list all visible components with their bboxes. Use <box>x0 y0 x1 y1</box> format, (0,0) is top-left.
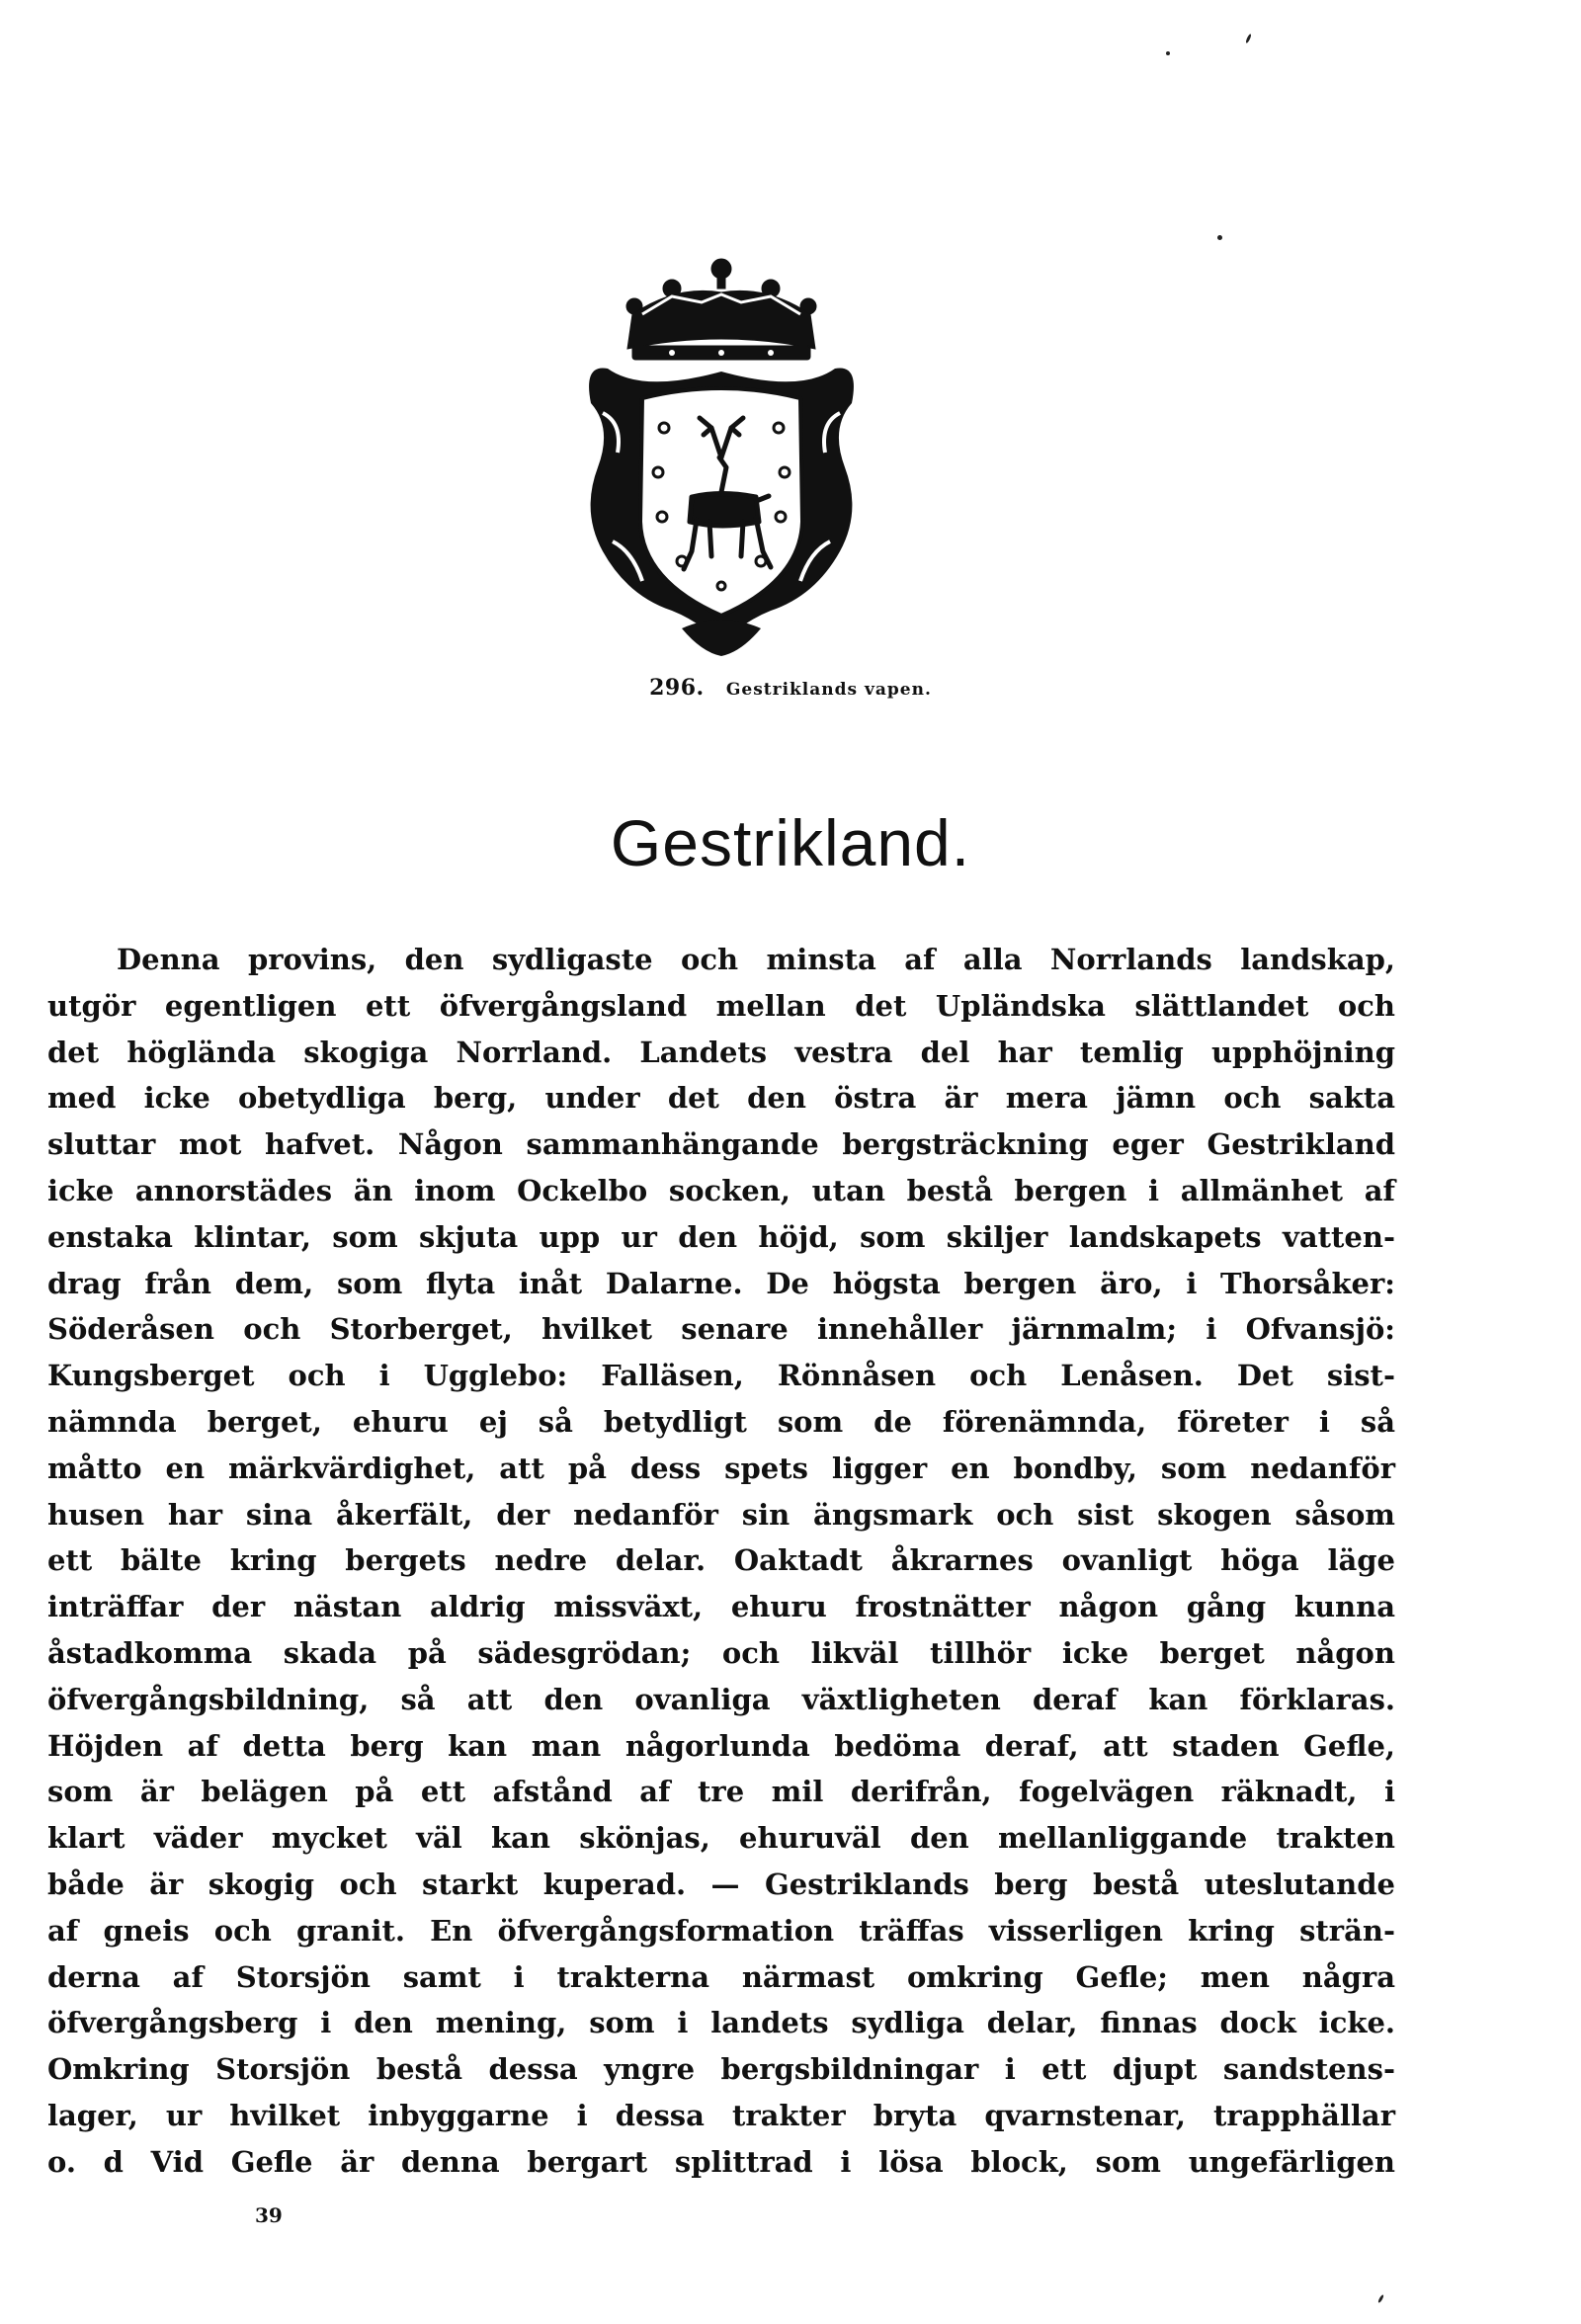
text-line: det högländа skogiga Norrland. Landets vestra del har temlig upphöjning <box>47 1035 1395 1069</box>
text-line: lager, ur hvilket inbyggarne i dessa trakter bryta qvarnstenar, trapphällar <box>47 2098 1395 2132</box>
text-line: af gneis och granit. En öfvergångsformation träffas visserligen kring strän- <box>47 1913 1395 1948</box>
scan-speck <box>1217 235 1222 240</box>
figure-number: 296. <box>649 675 705 701</box>
text-line: o. d Vid Gefle är denna bergart splittrad i lösa block, som ungefärligen <box>47 2144 1395 2179</box>
text-line: sluttar mot hafvet. Någon sammanhängande bergsträckning eger Gestrikland <box>47 1127 1395 1162</box>
text-line: åstadkomma skada på sädesgrödan; och likväl tillhör icke berget någon <box>47 1635 1395 1670</box>
text-line: husen har sina åkerfält, der nedanför sin ängsmark och sist skogen såsom <box>47 1497 1395 1532</box>
coat-of-arms-deer-icon <box>573 255 870 660</box>
text-line: nämnda berget, ehuru ej så betydligt som de förenämnda, företer i så <box>47 1404 1395 1439</box>
scan-speck <box>1166 51 1170 55</box>
text-line: med icke obetydliga berg, under det den östra är mera jämn och sakta <box>47 1081 1395 1116</box>
text-line: icke annorstädes än inom Ockelbo socken, utan bestå bergen i allmänhet af <box>47 1173 1395 1207</box>
text-line: öfvergångsberg i den mening, som i landets sydliga delar, finnas dock icke. <box>47 2006 1395 2040</box>
body-text <box>47 937 1395 2186</box>
text-line: Kungsberget och i Ugglebo: Falläsen, Rönnåsen och Lenåsen. Det sist- <box>47 1359 1395 1393</box>
text-line: öfvergångsbildning, så att den ovanliga växtligheten deraf kan förklaras. <box>47 1682 1395 1716</box>
text-line: derna af Storsjön samt i trakterna närmast omkring Gefle; men några <box>47 1959 1395 1994</box>
text-line: Denna provins, den sydligaste och minsta af alla Norrlands landskap, <box>117 943 1395 976</box>
text-line: både är skogig och starkt kuperad. — Gestriklands berg bestå uteslutande <box>47 1867 1395 1901</box>
scan-speck <box>1377 2294 1384 2303</box>
text-line: enstaka klintar, som skjuta upp ur den höjd, som skiljer landskapets vatten- <box>47 1219 1395 1254</box>
text-line: Omkring Storsjön bestå dessa yngre bergsbildningar i ett djupt sandstens- <box>47 2052 1395 2087</box>
text-line: inträffar der nästan aldrig missväxt, ehuru frostnätter någon gång kunna <box>47 1590 1395 1624</box>
text-line: ett bälte kring bergets nedre delar. Oaktadt åkrarnes ovanligt höga läge <box>47 1543 1395 1578</box>
text-line: drag från dem, som flyta inåt Dalarne. De högsta bergen äro, i Thorsåker: <box>47 1266 1395 1300</box>
text-line: Söderåsen och Storberget, hvilket senare innehåller järnmalm; i Ofvansjö: <box>47 1312 1395 1347</box>
text-line: som är belägen på ett afstånd af tre mil derifrån, fogelvägen räknadt, i <box>47 1775 1395 1809</box>
text-line: Höjden af detta berg kan man någorlunda bedöma deraf, att staden Gefle, <box>47 1728 1395 1763</box>
figure-caption-text: Gestriklands vapen. <box>725 680 932 700</box>
scan-speck <box>1245 34 1252 43</box>
text-line: måtto en märkvärdighet, att på dess spets ligger en bondby, som nedanför <box>47 1451 1395 1485</box>
section-title: Gestrikland. <box>610 806 971 879</box>
page-number: 39 <box>255 2203 283 2227</box>
figure-caption <box>0 675 1581 701</box>
text-line: utgör egentligen ett öfvergångsland mellan det Upländska slättlandet och <box>47 988 1395 1023</box>
text-line: klart väder mycket väl kan skönjas, ehuruväl den mellanliggande trakten <box>47 1821 1395 1856</box>
